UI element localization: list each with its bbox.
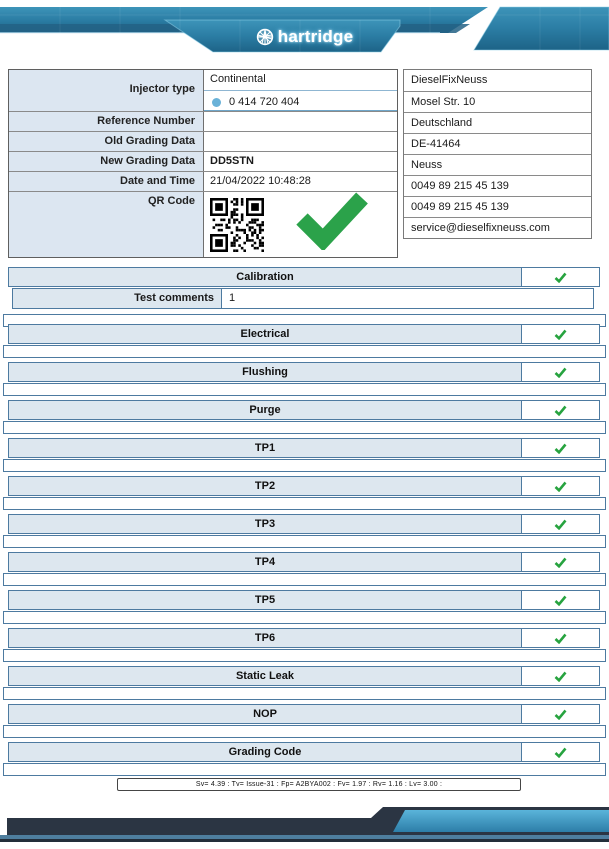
section-title: Electrical (240, 328, 290, 340)
status-cell (521, 477, 599, 495)
pass-check-icon (554, 747, 567, 758)
spacer-row (3, 535, 606, 548)
spacer-row (3, 459, 606, 472)
spacer-row (3, 649, 606, 662)
test-comments-label: Test comments (13, 289, 222, 308)
pass-check-icon (554, 405, 567, 416)
status-cell (521, 325, 599, 343)
section-header (8, 628, 600, 648)
spacer-row (3, 611, 606, 624)
spacer-row (3, 725, 606, 738)
section-header (8, 362, 600, 382)
section-title: TP6 (254, 632, 276, 644)
test-comments-value: 1 (222, 289, 593, 308)
pass-check-icon (554, 481, 567, 492)
injector-part-number-row (204, 90, 397, 111)
spacer-row (3, 421, 606, 434)
section-header-calibration (8, 267, 600, 287)
section-title: TP4 (254, 556, 276, 568)
test-comments-row (12, 288, 594, 309)
status-cell (521, 705, 599, 723)
status-cell (521, 268, 599, 286)
status-cell (521, 553, 599, 571)
status-cell (521, 401, 599, 419)
section-title: Static Leak (235, 670, 295, 682)
injector-part-number-value: 0 414 720 404 (229, 96, 300, 108)
customer-city: Neuss (404, 154, 591, 175)
header-banner (0, 0, 609, 62)
section-header (8, 400, 600, 420)
spacer-row (3, 345, 606, 358)
pass-check-icon (554, 633, 567, 644)
section-header (8, 324, 600, 344)
customer-street: Mosel Str. 10 (404, 91, 591, 112)
qr-code-label: QR Code (9, 192, 204, 257)
customer-postcode: DE-41464 (404, 133, 591, 154)
pass-check-icon (554, 329, 567, 340)
customer-country: Deutschland (404, 112, 591, 133)
old-grading-data-label: Old Grading Data (9, 132, 204, 151)
section-title: Flushing (242, 366, 288, 378)
pass-check-icon (554, 709, 567, 720)
pass-check-icon (554, 557, 567, 568)
new-grading-data-value: DD5STN (204, 152, 397, 171)
section-header (8, 514, 600, 534)
section-title: Calibration (236, 271, 294, 283)
date-time-value: 21/04/2022 10:48:28 (204, 172, 397, 191)
injector-make-value: Continental (210, 73, 266, 85)
spacer-row (3, 497, 606, 510)
section-header (8, 666, 600, 686)
section-title: Purge (249, 404, 281, 416)
section-title: TP2 (254, 480, 276, 492)
spacer-row (3, 383, 606, 396)
status-cell (521, 591, 599, 609)
status-cell (521, 667, 599, 685)
overall-pass-check-icon (294, 192, 370, 250)
qr-code (210, 198, 264, 252)
section-title: TP5 (254, 594, 276, 606)
customer-address-table (403, 69, 592, 239)
section-title: TP3 (254, 518, 276, 530)
pass-check-icon (554, 519, 567, 530)
section-header (8, 704, 600, 724)
section-title: TP1 (254, 442, 276, 454)
section-header (8, 742, 600, 762)
date-time-label: Date and Time (9, 172, 204, 191)
customer-email: service@dieselfixneuss.com (404, 217, 591, 238)
pass-check-icon (554, 367, 567, 378)
section-header (8, 438, 600, 458)
status-cell (521, 515, 599, 533)
section-header (8, 552, 600, 572)
spacer-row (3, 687, 606, 700)
footer-banner (0, 802, 609, 849)
brand-name: hartridge (277, 27, 354, 46)
reference-number-label: Reference Number (9, 112, 204, 131)
injector-info-table (8, 69, 398, 258)
spacer-row (3, 573, 606, 586)
status-cell (521, 363, 599, 381)
reference-number-value (204, 112, 397, 131)
new-grading-data-label: New Grading Data (9, 152, 204, 171)
customer-name: DieselFixNeuss (411, 74, 488, 86)
injector-type-label: Injector type (9, 70, 204, 111)
version-info-box (117, 778, 521, 791)
version-line: Sv= 4.39 : Tv= Issue-31 : Fp= A2BYA002 : Fv= 1.97 : Rv= 1.16 : Lv= 3.00 : (195, 781, 443, 788)
bullet-dot-icon (212, 98, 221, 107)
pass-check-icon (554, 595, 567, 606)
section-header (8, 590, 600, 610)
status-cell (521, 743, 599, 761)
status-cell (521, 439, 599, 457)
old-grading-data-value (204, 132, 397, 151)
qr-code-cell (204, 192, 397, 257)
customer-fax: 0049 89 215 45 139 (404, 196, 591, 217)
spacer-row (3, 763, 606, 776)
pass-check-icon (554, 443, 567, 454)
customer-phone: 0049 89 215 45 139 (404, 175, 591, 196)
pass-check-icon (554, 272, 567, 283)
section-header (8, 476, 600, 496)
section-title: NOP (253, 708, 277, 720)
status-cell (521, 629, 599, 647)
section-title: Grading Code (228, 746, 302, 758)
pass-check-icon (554, 671, 567, 682)
